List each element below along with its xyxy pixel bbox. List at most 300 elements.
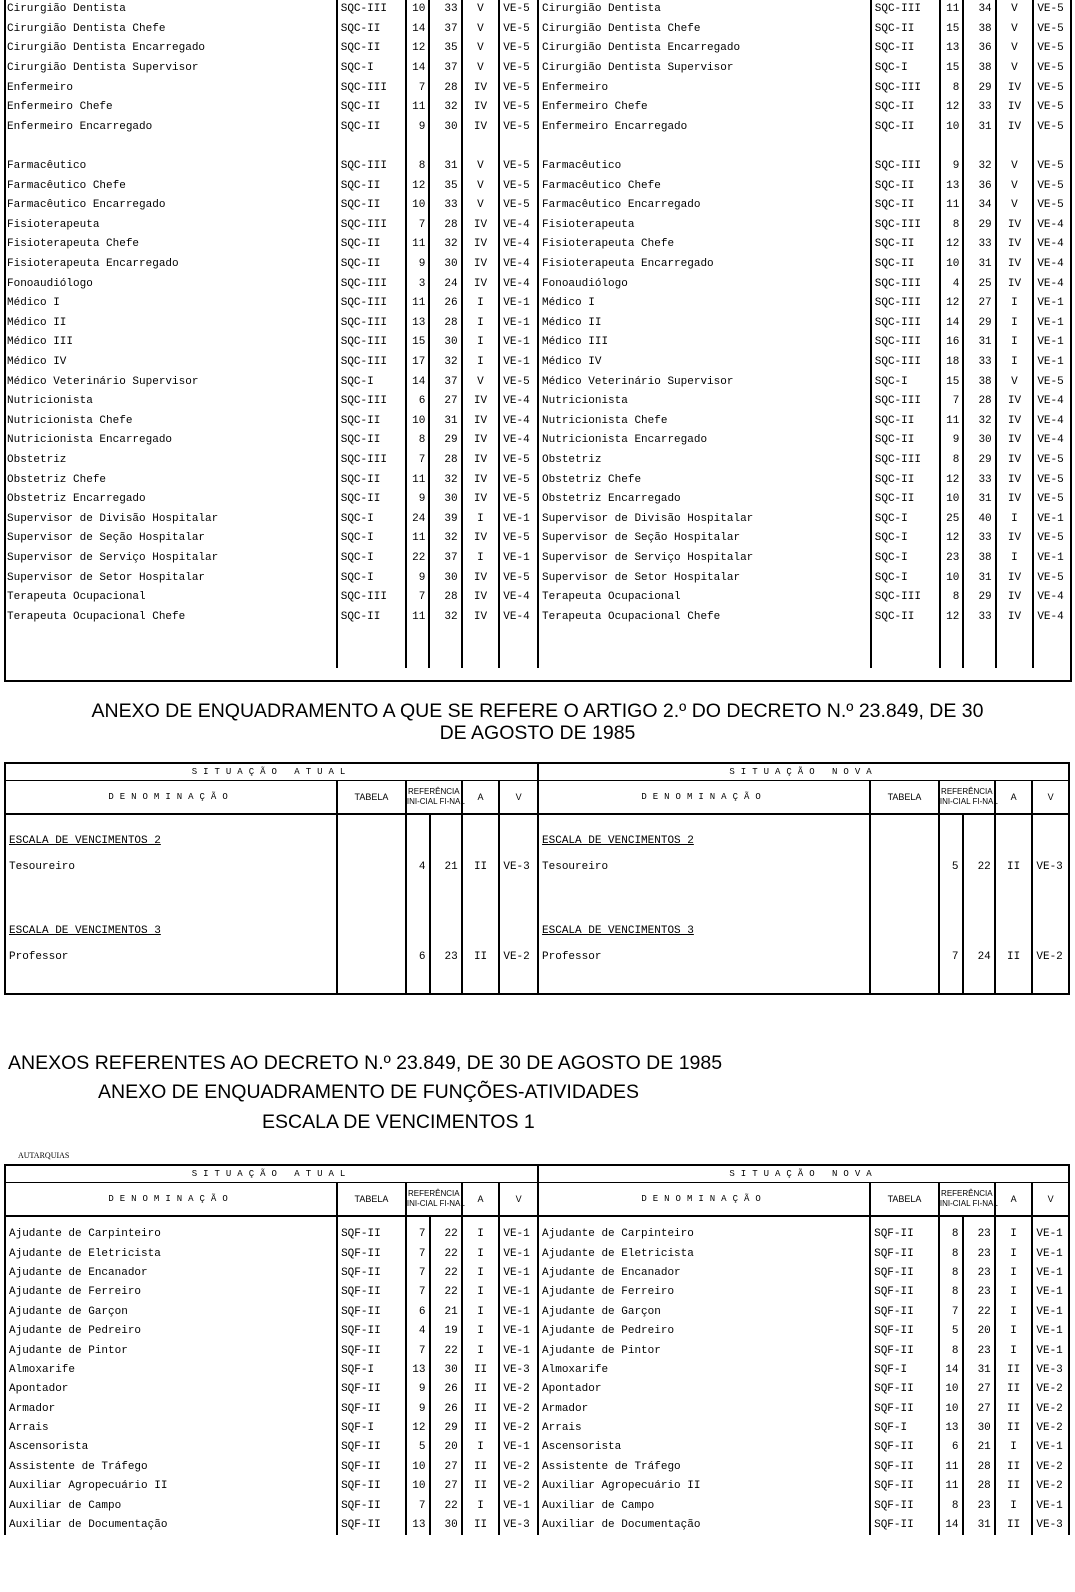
cell-ref-inicial-nova: 12: [940, 294, 964, 314]
cell-tabela: SQC-III: [337, 451, 406, 471]
cell-ref-inicial-nova: 14: [939, 1516, 963, 1535]
cell-ref-inicial: 9: [406, 1400, 430, 1419]
header-tabela: TABELA: [337, 781, 406, 815]
t3-header-a: A: [462, 1183, 500, 1217]
cell-v-nova: VE-5: [1033, 568, 1070, 588]
cell-v-nova: VE-3: [1032, 853, 1069, 881]
cell-v-nova: VE-5: [1033, 196, 1070, 216]
cell-v-nova: VE-2: [1032, 1380, 1069, 1399]
annex-heading-1: [0, 700, 1075, 744]
cell-tabela-nova: SQC-III: [871, 0, 940, 20]
cell-v-nova: VE-1: [1032, 1322, 1069, 1341]
cell-tabela: SQC-III: [337, 314, 406, 334]
escala-label: ESCALA DE VENCIMENTOS 2: [9, 834, 161, 847]
cell-denominacao: Médico III: [7, 336, 74, 349]
cell-tabela: SQC-III: [337, 294, 406, 314]
cell-v: VE-5: [499, 451, 538, 471]
table-row: [5, 1264, 1069, 1283]
cell-ref-inicial: 7: [406, 588, 430, 608]
table-row: [5, 1438, 1069, 1457]
cell-tabela-nova: SQC-III: [871, 314, 940, 334]
cell-ref-final-nova: 30: [963, 431, 995, 451]
cell-ref-inicial: 7: [406, 1244, 430, 1263]
cell-v: VE-4: [499, 431, 538, 451]
cell-v: VE-3: [499, 1361, 538, 1380]
cell-ref-inicial: 13: [406, 1361, 430, 1380]
spacer-cell: [430, 881, 462, 919]
cell-v: VE-5: [499, 39, 538, 59]
cell-ref-final: 31: [429, 411, 461, 431]
cell-denominacao-nova: Médico I: [538, 294, 871, 314]
cell-tabela: SQC-II: [337, 39, 406, 59]
cell-denominacao-nova: Cirurgião Dentista Chefe: [538, 20, 871, 40]
cell-tabela-nova: SQC-III: [871, 294, 940, 314]
cell-ref-inicial: 24: [406, 509, 430, 529]
cell-ref-final-nova: 30: [963, 1419, 995, 1438]
cell-tabela: SQC-II: [337, 490, 406, 510]
cell-tabela-nova: SQF-II: [870, 1303, 939, 1322]
cell-v: VE-5: [499, 372, 538, 392]
cell-tabela-nova: SQF-II: [870, 1438, 939, 1457]
cell-v-nova: VE-2: [1032, 1400, 1069, 1419]
cell-ref-inicial: 12: [406, 176, 430, 196]
spacer-cell: [499, 881, 538, 919]
cell-a-nova: I: [996, 549, 1034, 569]
cell-tabela-nova: SQC-III: [871, 216, 940, 236]
cell-a: II: [462, 1419, 500, 1438]
cell-denominacao: Supervisor de Setor Hospitalar: [7, 571, 206, 584]
spacer-cell: [995, 1216, 1033, 1225]
cell-ref-inicial-nova: 13: [940, 176, 964, 196]
cell-a: IV: [462, 607, 500, 627]
cell-a-nova: II: [995, 1477, 1033, 1496]
spacer-cell: [337, 814, 406, 829]
cell-tabela-nova: SQC-II: [871, 431, 940, 451]
cell-v-nova: VE-4: [1033, 607, 1070, 627]
cell-ref-final: 29: [429, 431, 461, 451]
cell-v: VE-4: [499, 588, 538, 608]
spacer-cell: [1032, 881, 1069, 919]
spacer-cell: [939, 881, 963, 919]
cell-v-nova: VE-1: [1033, 353, 1070, 373]
cell-a-nova: IV: [996, 78, 1034, 98]
spacer-cell: [538, 1216, 870, 1225]
cell-tabela-nova: SQC-III: [871, 451, 940, 471]
cell-ref-inicial: 7: [406, 1341, 430, 1360]
cell-v: VE-1: [499, 509, 538, 529]
spacer-cell: [870, 814, 939, 829]
cell-a: V: [462, 176, 500, 196]
empty-cell: [939, 829, 963, 853]
cell-tabela-nova: SQC-II: [871, 176, 940, 196]
cell-ref-final: 30: [430, 1516, 462, 1535]
cell-ref-inicial-nova: 10: [940, 490, 964, 510]
cell-ref-inicial: 7: [406, 1496, 430, 1515]
cell-a: V: [462, 0, 500, 20]
cell-v: VE-5: [499, 529, 538, 549]
cell-tabela: SQC-II: [337, 411, 406, 431]
annex-heading-1-line1: ANEXO DE ENQUADRAMENTO A QUE SE REFERE O ARTIGO 2.º DO DECRETO N.º 23.849, DE 30: [91, 700, 984, 722]
cell-denominacao-nova: Assistente de Tráfego: [538, 1458, 870, 1477]
cell-ref-final-nova: 27: [963, 294, 995, 314]
cell-a: IV: [462, 392, 500, 412]
cell-tabela-nova: [870, 853, 939, 881]
cell-ref-inicial: 10: [406, 0, 430, 20]
cell-denominacao: Supervisor de Seção Hospitalar: [7, 532, 206, 545]
table-row: [5, 1458, 1069, 1477]
cell-denominacao-nova: Cirurgião Dentista Encarregado: [538, 39, 871, 59]
cell-ref-inicial: 11: [406, 607, 430, 627]
cell-tabela: SQC-III: [337, 157, 406, 177]
cell-denominacao: Armador: [9, 1402, 56, 1415]
cell-v-nova: VE-5: [1033, 118, 1070, 138]
cell-a-nova: I: [996, 509, 1034, 529]
cell-a-nova: II: [995, 1516, 1033, 1535]
cell-denominacao-nova: Ajudante de Garçon: [538, 1303, 870, 1322]
cell-ref-final-nova: 28: [963, 1477, 995, 1496]
cell-denominacao-nova: Auxiliar de Campo: [538, 1496, 870, 1515]
cell-ref-final-nova: 33: [963, 98, 995, 118]
cell-ref-inicial: 7: [406, 1225, 430, 1244]
cell-tabela-nova: SQF-II: [870, 1477, 939, 1496]
cell-a: IV: [462, 274, 500, 294]
cell-a: IV: [462, 588, 500, 608]
cell-denominacao-nova: Professor: [538, 943, 870, 971]
cell-denominacao-nova: Enfermeiro Chefe: [538, 98, 871, 118]
cell-denominacao-nova: Obstetriz: [538, 451, 871, 471]
cell-v-nova: VE-5: [1033, 490, 1070, 510]
cell-a-nova: V: [996, 372, 1034, 392]
cell-ref-inicial-nova: 25: [940, 509, 964, 529]
cell-a: II: [462, 853, 500, 881]
spacer-cell: [406, 881, 430, 919]
cell-a-nova: IV: [996, 588, 1034, 608]
t3-header-ini-fi-nova: [939, 1199, 998, 1209]
cell-denominacao: Supervisor de Divisão Hospitalar: [7, 512, 219, 525]
cell-tabela-nova: SQC-III: [871, 274, 940, 294]
cell-v-nova: VE-2: [1032, 943, 1069, 971]
cell-v-nova: VE-5: [1033, 39, 1070, 59]
cell-v-nova: VE-4: [1033, 255, 1070, 275]
table-spacer-row: [5, 814, 1069, 829]
cell-ref-inicial: 9: [406, 568, 430, 588]
cell-denominacao-nova: Médico IV: [538, 353, 871, 373]
cell-a: I: [462, 333, 500, 353]
cell-tabela: SQC-III: [337, 392, 406, 412]
cell-v-nova: VE-4: [1033, 411, 1070, 431]
table1-bottom-border: [4, 0, 1072, 682]
cell-ref-inicial-nova: 10: [940, 118, 964, 138]
header-v: V: [499, 781, 538, 815]
cell-a-nova: II: [995, 943, 1033, 971]
escala-label-nova: ESCALA DE VENCIMENTOS 3: [538, 919, 870, 943]
cell-tabela: SQC-II: [337, 118, 406, 138]
table-row: [5, 1496, 1069, 1515]
escala-label-nova: ESCALA DE VENCIMENTOS 2: [538, 829, 870, 853]
cell-ref-final: 28: [429, 78, 461, 98]
cell-ref-final-nova: 32: [963, 157, 995, 177]
cell-tabela-nova: SQC-II: [871, 490, 940, 510]
cell-ref-final: 32: [429, 607, 461, 627]
cell-v: VE-5: [499, 490, 538, 510]
cell-tabela-nova: [870, 943, 939, 971]
t3-header-v-nova: V: [1032, 1183, 1069, 1217]
cell-ref-inicial-nova: 5: [939, 1322, 963, 1341]
cell-a-nova: IV: [996, 431, 1034, 451]
cell-tabela: SQF-I: [337, 1419, 406, 1438]
cell-denominacao: Ajudante de Carpinteiro: [9, 1228, 161, 1241]
cell-v-nova: VE-1: [1032, 1438, 1069, 1457]
spacer-cell: [538, 814, 870, 829]
cell-tabela-nova: SQF-I: [870, 1419, 939, 1438]
cell-ref-final-nova: 36: [963, 39, 995, 59]
spacer-cell: [499, 1216, 538, 1225]
empty-cell: [499, 919, 538, 943]
cell-ref-inicial-nova: 8: [939, 1496, 963, 1515]
cell-ref-inicial-nova: 8: [940, 78, 964, 98]
cell-ref-inicial-nova: 12: [940, 529, 964, 549]
cell-v: VE-2: [499, 1400, 538, 1419]
cell-v: VE-4: [499, 235, 538, 255]
cell-v-nova: VE-2: [1032, 1477, 1069, 1496]
cell-tabela-nova: SQC-I: [871, 568, 940, 588]
cell-v-nova: VE-5: [1033, 529, 1070, 549]
cell-a-nova: V: [996, 196, 1034, 216]
cell-v: VE-1: [499, 1283, 538, 1302]
cell-denominacao-nova: Médico III: [538, 333, 871, 353]
spacer-cell: [337, 881, 406, 919]
cell-ref-final-nova: 34: [963, 0, 995, 20]
cell-ref-inicial-nova: 13: [940, 39, 964, 59]
table-row: [5, 1361, 1069, 1380]
cell-ref-final-nova: 24: [963, 943, 995, 971]
cell-v-nova: VE-1: [1032, 1244, 1069, 1263]
cell-tabela-nova: SQC-II: [871, 411, 940, 431]
cell-a-nova: I: [995, 1244, 1033, 1263]
escala-row: [5, 919, 1069, 943]
cell-tabela: SQF-II: [337, 1322, 406, 1341]
cell-tabela-nova: SQF-I: [870, 1361, 939, 1380]
cell-ref-inicial-nova: 7: [939, 943, 963, 971]
cell-v-nova: VE-4: [1033, 274, 1070, 294]
empty-cell: [337, 829, 406, 853]
cell-ref-inicial: 9: [406, 490, 430, 510]
cell-ref-final-nova: 31: [963, 255, 995, 275]
cell-ref-final-nova: 23: [963, 1341, 995, 1360]
table-row: [5, 1477, 1069, 1496]
cell-denominacao: Ajudante de Eletricista: [9, 1247, 161, 1260]
cell-tabela: SQC-II: [337, 255, 406, 275]
cell-tabela-nova: SQF-II: [870, 1341, 939, 1360]
annex-heading-1-line2: DE AGOSTO DE 1985: [439, 722, 636, 744]
cell-denominacao-nova: Nutricionista Encarregado: [538, 431, 871, 451]
spacer-cell: [963, 1216, 995, 1225]
cell-ref-inicial-nova: 8: [940, 588, 964, 608]
cell-ref-inicial: 9: [406, 1380, 430, 1399]
cell-ref-inicial-nova: 15: [940, 372, 964, 392]
cell-tabela: SQF-II: [337, 1264, 406, 1283]
cell-a: I: [462, 294, 500, 314]
empty-cell: [406, 829, 430, 853]
table-row: [5, 1303, 1069, 1322]
cell-denominacao-nova: Ajudante de Encanador: [538, 1264, 870, 1283]
cell-tabela: SQF-II: [337, 1477, 406, 1496]
cell-ref-final-nova: 38: [963, 372, 995, 392]
header-a-nova: A: [995, 781, 1033, 815]
cell-denominacao: Fisioterapeuta: [7, 218, 100, 231]
cell-v: VE-1: [499, 1438, 538, 1457]
cell-v-nova: VE-5: [1033, 0, 1070, 20]
cell-ref-inicial-nova: 12: [940, 607, 964, 627]
cell-denominacao: Ajudante de Garçon: [9, 1305, 128, 1318]
cell-a: I: [462, 1496, 500, 1515]
t3-header-ini-fi: [406, 1199, 465, 1209]
header-inicial-nova: INI-CIAL: [939, 797, 971, 806]
cell-denominacao: Cirurgião Dentista Encarregado: [7, 42, 206, 55]
cell-v-nova: VE-5: [1033, 470, 1070, 490]
cell-ref-inicial: 8: [406, 431, 430, 451]
t3-header-v: V: [499, 1183, 538, 1217]
cell-ref-final-nova: 31: [963, 333, 995, 353]
spacer-cell: [1032, 971, 1069, 994]
cell-denominacao-nova: Supervisor de Seção Hospitalar: [538, 529, 871, 549]
cell-ref-final: 33: [429, 196, 461, 216]
cell-denominacao: Auxiliar de Campo: [9, 1499, 122, 1512]
cell-tabela-nova: SQF-II: [870, 1516, 939, 1535]
cell-denominacao: Fisioterapeuta Encarregado: [7, 258, 179, 271]
cell-denominacao: Ajudante de Ferreiro: [9, 1286, 142, 1299]
cell-a-nova: I: [996, 353, 1034, 373]
cell-ref-final-nova: 29: [963, 451, 995, 471]
cell-a: IV: [462, 78, 500, 98]
cell-tabela-nova: SQC-I: [871, 59, 940, 79]
cell-ref-inicial: 15: [406, 333, 430, 353]
spacer-cell: [462, 814, 500, 829]
cell-tabela: SQF-II: [337, 1380, 406, 1399]
cell-denominacao: Ascensorista: [9, 1441, 89, 1454]
t3-header-final: FI-NAL: [439, 1199, 465, 1208]
empty-cell: [430, 919, 462, 943]
cell-tabela: SQC-I: [337, 568, 406, 588]
cell-tabela: SQC-III: [337, 274, 406, 294]
cell-ref-final: 22: [430, 1341, 462, 1360]
cell-v-nova: VE-3: [1032, 1361, 1069, 1380]
cell-ref-inicial-nova: 18: [940, 353, 964, 373]
cell-ref-inicial-nova: 9: [940, 431, 964, 451]
spacer-cell: [939, 971, 963, 994]
cell-v: VE-2: [499, 1380, 538, 1399]
cell-ref-inicial: 6: [406, 943, 430, 971]
cell-a-nova: IV: [996, 274, 1034, 294]
cell-ref-inicial-nova: 11: [940, 411, 964, 431]
cell-denominacao: Tesoureiro: [9, 860, 76, 873]
cell-ref-inicial: 3: [406, 274, 430, 294]
cell-ref-inicial: 9: [406, 255, 430, 275]
cell-ref-final: 30: [429, 255, 461, 275]
cell-ref-inicial-nova: 14: [940, 314, 964, 334]
cell-ref-final-nova: 28: [963, 392, 995, 412]
cell-a: I: [462, 353, 500, 373]
cell-denominacao: Arrais: [9, 1422, 49, 1435]
spacer-cell: [5, 814, 337, 829]
cell-denominacao-nova: Farmacêutico Chefe: [538, 176, 871, 196]
cell-ref-final: 37: [429, 20, 461, 40]
cell-ref-inicial-nova: 10: [939, 1380, 963, 1399]
t3-header-situacao-atual: SITUAÇÃO ATUAL: [191, 1169, 352, 1179]
cell-ref-inicial-nova: 8: [939, 1283, 963, 1302]
spacer-cell: [870, 881, 939, 919]
spacer-cell: [5, 881, 337, 919]
cell-tabela-nova: SQF-II: [870, 1264, 939, 1283]
cell-ref-inicial-nova: 10: [940, 255, 964, 275]
cell-v-nova: VE-1: [1033, 294, 1070, 314]
spacer-cell: [462, 881, 500, 919]
cell-v-nova: VE-5: [1033, 98, 1070, 118]
cell-v-nova: VE-5: [1033, 176, 1070, 196]
cell-denominacao-nova: Ascensorista: [538, 1438, 870, 1457]
cell-a: IV: [462, 490, 500, 510]
cell-v: VE-1: [499, 1341, 538, 1360]
cell-v-nova: VE-4: [1033, 216, 1070, 236]
cell-ref-inicial-nova: 13: [939, 1419, 963, 1438]
cell-v: VE-1: [499, 1496, 538, 1515]
cell-denominacao: Médico II: [7, 316, 67, 329]
cell-ref-inicial-nova: 8: [939, 1264, 963, 1283]
cell-denominacao: Almoxarife: [9, 1363, 76, 1376]
cell-tabela-nova: SQC-II: [871, 235, 940, 255]
cell-a: I: [462, 1283, 500, 1302]
cell-tabela: SQC-II: [337, 98, 406, 118]
cell-ref-inicial: 12: [406, 39, 430, 59]
cell-a-nova: IV: [996, 607, 1034, 627]
cell-a-nova: I: [996, 294, 1034, 314]
cell-tabela: [337, 853, 406, 881]
cell-ref-final: 22: [430, 1264, 462, 1283]
cell-a: V: [462, 39, 500, 59]
cell-v-nova: VE-4: [1033, 588, 1070, 608]
cell-ref-final: 21: [430, 1303, 462, 1322]
cell-ref-inicial-nova: 16: [940, 333, 964, 353]
cell-a: II: [462, 1458, 500, 1477]
cell-ref-inicial-nova: 7: [940, 392, 964, 412]
cell-a: I: [462, 1438, 500, 1457]
cell-ref-inicial: 7: [406, 216, 430, 236]
spacer-cell: [462, 1216, 500, 1225]
cell-tabela-nova: SQF-II: [870, 1400, 939, 1419]
cell-ref-final-nova: 29: [963, 314, 995, 334]
cell-denominacao: Fonoaudiólogo: [7, 277, 93, 290]
spacer-cell: [406, 814, 430, 829]
cell-ref-final-nova: 22: [963, 853, 995, 881]
cell-v: VE-1: [499, 549, 538, 569]
cell-a-nova: IV: [996, 255, 1034, 275]
t3-header-referencia-label: REFERÊNCIA: [408, 1189, 460, 1198]
cell-tabela: SQC-II: [337, 176, 406, 196]
cell-denominacao: Professor: [9, 950, 69, 963]
cell-ref-final-nova: 31: [963, 1516, 995, 1535]
cell-denominacao: Supervisor de Serviço Hospitalar: [7, 551, 219, 564]
cell-tabela: SQC-I: [337, 509, 406, 529]
cell-v: VE-4: [499, 392, 538, 412]
cell-tabela-nova: SQC-I: [871, 372, 940, 392]
cell-denominacao-nova: Terapeuta Ocupacional: [538, 588, 871, 608]
cell-ref-final: 30: [429, 568, 461, 588]
cell-v-nova: VE-4: [1033, 235, 1070, 255]
cell-tabela-nova: SQC-III: [871, 392, 940, 412]
cell-ref-final-nova: 33: [963, 607, 995, 627]
cell-v: VE-1: [499, 1264, 538, 1283]
cell-ref-inicial-nova: 8: [939, 1225, 963, 1244]
